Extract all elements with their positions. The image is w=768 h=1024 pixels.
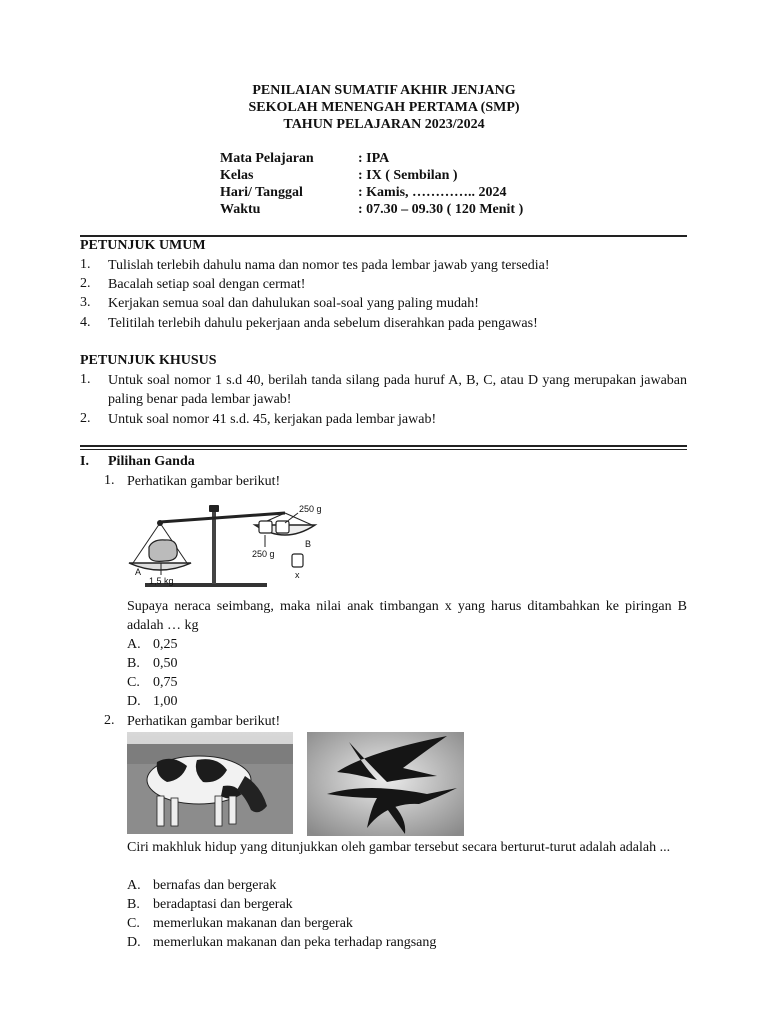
option-letter: A. xyxy=(127,878,141,893)
specific-item-number: 1. xyxy=(80,372,91,387)
general-item-text: Bacalah setiap soal dengan cermat! xyxy=(108,277,306,292)
option-text: 0,75 xyxy=(153,675,178,690)
specific-item-number: 2. xyxy=(80,411,91,426)
label-bottom-weight: 250 g xyxy=(252,549,275,559)
cow-leg xyxy=(229,796,236,824)
meta-label-time: Waktu xyxy=(220,202,261,217)
meta-label-class: Kelas xyxy=(220,168,254,183)
cow-leg xyxy=(215,796,222,826)
option-letter: D. xyxy=(127,935,141,950)
meta-value-date: : Kamis, ………….. 2024 xyxy=(358,185,507,200)
option-letter: D. xyxy=(127,694,141,709)
cow-leg xyxy=(171,798,178,826)
general-instructions-title: PETUNJUK UMUM xyxy=(80,238,206,253)
option-letter: C. xyxy=(127,916,140,931)
option-text: memerlukan makanan dan bergerak xyxy=(153,916,353,931)
general-item-text: Tulislah terlebih dahulu nama dan nomor tes pada lembar jawab yang tersedia! xyxy=(108,258,550,273)
general-item-number: 3. xyxy=(80,295,91,310)
cow-leg xyxy=(157,796,164,826)
general-item-text: Telitilah terlebih dahulu pekerjaan anda sebelum diserahkan pada pengawas! xyxy=(108,316,538,331)
option-text: memerlukan makanan dan peka terhadap rangsang xyxy=(153,935,437,950)
label-load: 1,5 kg xyxy=(149,576,174,586)
section-divider xyxy=(80,445,687,447)
meta-value-time: : 07.30 – 09.30 ( 120 Menit ) xyxy=(358,202,524,217)
section-divider xyxy=(80,449,687,450)
option-letter: B. xyxy=(127,897,140,912)
option-text: bernafas dan bergerak xyxy=(153,878,277,893)
meta-label-date: Hari/ Tanggal xyxy=(220,185,303,200)
scale-pivot xyxy=(209,505,219,512)
general-item-text: Kerjakan semua soal dan dahulukan soal-soal yang paling mudah! xyxy=(108,296,479,311)
specific-instructions-title: PETUNJUK KHUSUS xyxy=(80,353,217,368)
question-text: Ciri makhluk hidup yang ditunjukkan oleh gambar tersebut secara berturut-turut adalah adalah ... xyxy=(127,840,671,855)
question-number: 1. xyxy=(104,473,115,488)
general-item-number: 1. xyxy=(80,257,91,272)
option-letter: B. xyxy=(127,656,140,671)
cow-image xyxy=(127,732,293,834)
question-intro: Perhatikan gambar berikut! xyxy=(127,474,281,489)
scale-pole xyxy=(212,509,216,584)
rock-load xyxy=(149,540,177,562)
option-letter: A. xyxy=(127,637,141,652)
general-item-number: 4. xyxy=(80,315,91,330)
question-number: 2. xyxy=(104,713,115,728)
option-text: 1,00 xyxy=(153,694,178,709)
exam-title: PENILAIAN SUMATIF AKHIR JENJANG xyxy=(252,83,516,98)
question-intro: Perhatikan gambar berikut! xyxy=(127,714,281,729)
weight-x xyxy=(292,554,303,567)
label-top-weight: 250 g xyxy=(299,504,322,514)
academic-year: TAHUN PELAJARAN 2023/2024 xyxy=(283,117,485,132)
general-item-number: 2. xyxy=(80,276,91,291)
option-letter: C. xyxy=(127,675,140,690)
balance-scale-figure xyxy=(125,495,335,593)
weight-block xyxy=(276,521,289,533)
option-text: 0,50 xyxy=(153,656,178,671)
meta-value-class: : IX ( Sembilan ) xyxy=(358,168,458,183)
meta-label-subject: Mata Pelajaran xyxy=(220,151,314,166)
birds-bg xyxy=(307,732,464,836)
section-title: Pilihan Ganda xyxy=(108,454,195,469)
option-text: beradaptasi dan bergerak xyxy=(153,897,293,912)
label-x: x xyxy=(295,570,300,580)
birds-image xyxy=(307,732,464,836)
question-text: Supaya neraca seimbang, maka nilai anak timbangan x yang harus ditambahkan ke piringan B adalah … kg xyxy=(127,599,687,633)
option-text: 0,25 xyxy=(153,637,178,652)
label-a: A xyxy=(135,567,142,577)
weight-block xyxy=(259,521,272,533)
section-number: I. xyxy=(80,454,89,469)
specific-item-text: Untuk soal nomor 41 s.d. 45, kerjakan pada lembar jawab! xyxy=(108,412,437,427)
specific-item-text: Untuk soal nomor 1 s.d 40, berilah tanda silang pada huruf A, B, C, atau D yang merupakan jawaban paling benar pada lembar jawab! xyxy=(108,373,687,407)
label-b: B xyxy=(305,539,312,549)
meta-value-subject: : IPA xyxy=(358,151,390,166)
school-level: SEKOLAH MENENGAH PERTAMA (SMP) xyxy=(248,100,520,115)
